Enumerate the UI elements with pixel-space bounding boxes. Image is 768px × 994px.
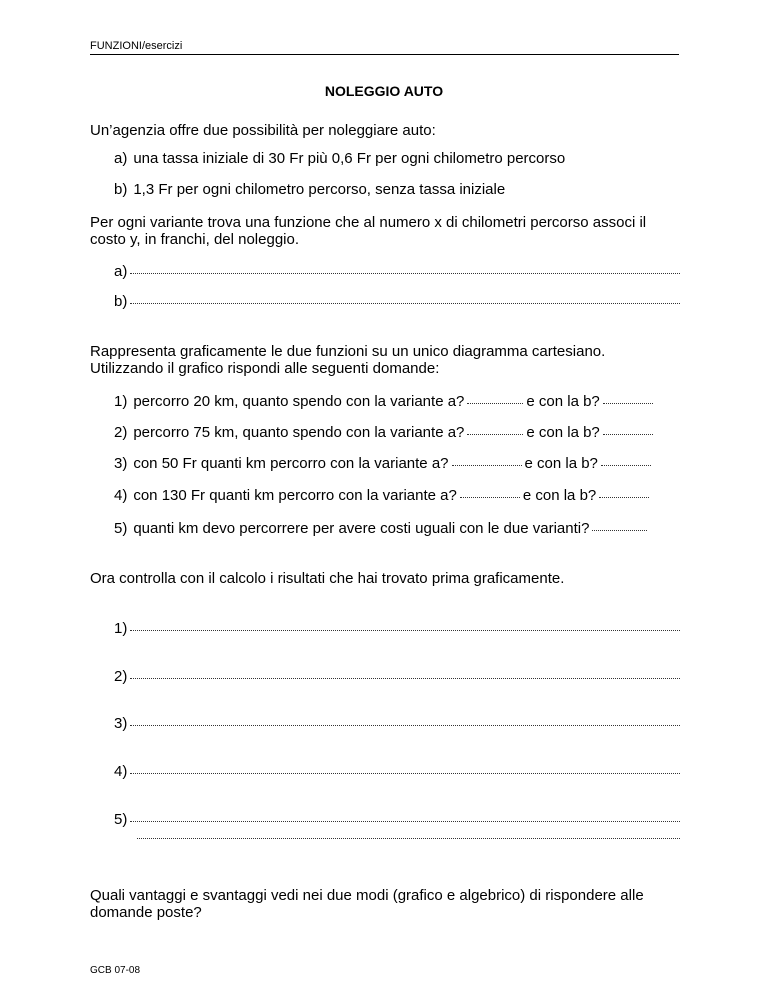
page-header: FUNZIONI/esercizi bbox=[90, 40, 183, 52]
answer-label: 3) bbox=[114, 715, 128, 732]
answer-dotted-line[interactable] bbox=[130, 724, 680, 726]
option-label: b) bbox=[114, 181, 128, 198]
answer-dotted-line[interactable] bbox=[130, 629, 680, 631]
answer-blank-b[interactable] bbox=[603, 433, 653, 435]
question-text: con 50 Fr quanti km percorro con la variante a? bbox=[133, 455, 449, 472]
answer-blank-a[interactable] bbox=[467, 433, 523, 435]
question-tail: e con la b? bbox=[526, 393, 600, 410]
calc-line-1[interactable] bbox=[114, 620, 680, 637]
calc-line-4[interactable] bbox=[114, 763, 680, 780]
question-tail: e con la b? bbox=[526, 424, 600, 441]
option-b bbox=[114, 181, 680, 198]
final-question-text: Quali vantaggi e svantaggi vedi nei due modi (grafico e algebrico) di rispondere alle domande poste? bbox=[90, 887, 644, 921]
question-tail: e con la b? bbox=[522, 487, 597, 504]
answer-label: 2) bbox=[114, 668, 128, 685]
option-label: a) bbox=[114, 150, 128, 167]
question-label: 1) bbox=[114, 393, 128, 410]
question-tail: e con la b? bbox=[524, 455, 598, 472]
question-1 bbox=[114, 393, 680, 410]
answer-label: 5) bbox=[114, 811, 128, 828]
answer-blank-a[interactable] bbox=[467, 402, 523, 404]
answer-dotted-line[interactable] bbox=[137, 837, 680, 839]
intro-text: Un’agenzia offre due possibilità per noleggiare auto: bbox=[90, 122, 436, 139]
question-2 bbox=[114, 424, 680, 441]
question-label: 4) bbox=[114, 487, 128, 504]
answer-label: 4) bbox=[114, 763, 128, 780]
question-5 bbox=[114, 520, 680, 537]
answer-dotted-line[interactable] bbox=[130, 820, 680, 822]
option-text: 1,3 Fr per ogni chilometro percorso, senza tassa iniziale bbox=[133, 181, 506, 198]
question-4 bbox=[114, 487, 680, 504]
answer-dotted-line[interactable] bbox=[130, 772, 680, 774]
question-text: percorro 75 km, quanto spendo con la variante a? bbox=[133, 424, 465, 441]
question-text: con 130 Fr quanti km percorro con la variante a? bbox=[133, 487, 457, 504]
answer-label: a) bbox=[114, 263, 128, 280]
option-text: una tassa iniziale di 30 Fr più 0,6 Fr per ogni chilometro percorso bbox=[133, 150, 566, 167]
task-2-text: Rappresenta graficamente le due funzioni su un unico diagramma cartesiano. Utilizzando il grafico rispondi alle seguenti domande: bbox=[90, 343, 606, 377]
answer-dotted-line[interactable] bbox=[130, 302, 680, 304]
question-label: 2) bbox=[114, 424, 128, 441]
answer-line-a[interactable] bbox=[114, 263, 680, 280]
task-3-text: Ora controlla con il calcolo i risultati che hai trovato prima graficamente. bbox=[90, 570, 565, 587]
answer-blank-a[interactable] bbox=[460, 496, 520, 498]
page-title: NOLEGGIO AUTO bbox=[324, 83, 444, 99]
question-label: 3) bbox=[114, 455, 128, 472]
answer-dotted-line[interactable] bbox=[130, 677, 680, 679]
answer-line-b[interactable] bbox=[114, 293, 680, 310]
calc-line-3[interactable] bbox=[114, 715, 680, 732]
question-text: quanti km devo percorrere per avere costi uguali con le due varianti? bbox=[133, 520, 590, 537]
calc-line-5[interactable] bbox=[114, 811, 680, 828]
answer-dotted-line[interactable] bbox=[130, 272, 680, 274]
answer-label: b) bbox=[114, 293, 128, 310]
answer-blank-b[interactable] bbox=[601, 464, 651, 466]
question-text: percorro 20 km, quanto spendo con la variante a? bbox=[133, 393, 465, 410]
answer-label: 1) bbox=[114, 620, 128, 637]
header-divider bbox=[90, 54, 679, 55]
task-1-text: Per ogni variante trova una funzione che al numero x di chilometri percorso associ il costo y, in franchi, del noleggio. bbox=[90, 214, 647, 248]
question-3 bbox=[114, 455, 680, 472]
calc-line-2[interactable] bbox=[114, 668, 680, 685]
answer-blank-b[interactable] bbox=[603, 402, 653, 404]
answer-blank[interactable] bbox=[592, 529, 647, 531]
answer-blank-a[interactable] bbox=[452, 464, 522, 466]
calc-line-5-continued[interactable] bbox=[137, 839, 680, 841]
question-label: 5) bbox=[114, 520, 128, 537]
answer-blank-b[interactable] bbox=[599, 496, 649, 498]
page-footer: GCB 07-08 bbox=[90, 965, 141, 976]
option-a bbox=[114, 150, 680, 167]
